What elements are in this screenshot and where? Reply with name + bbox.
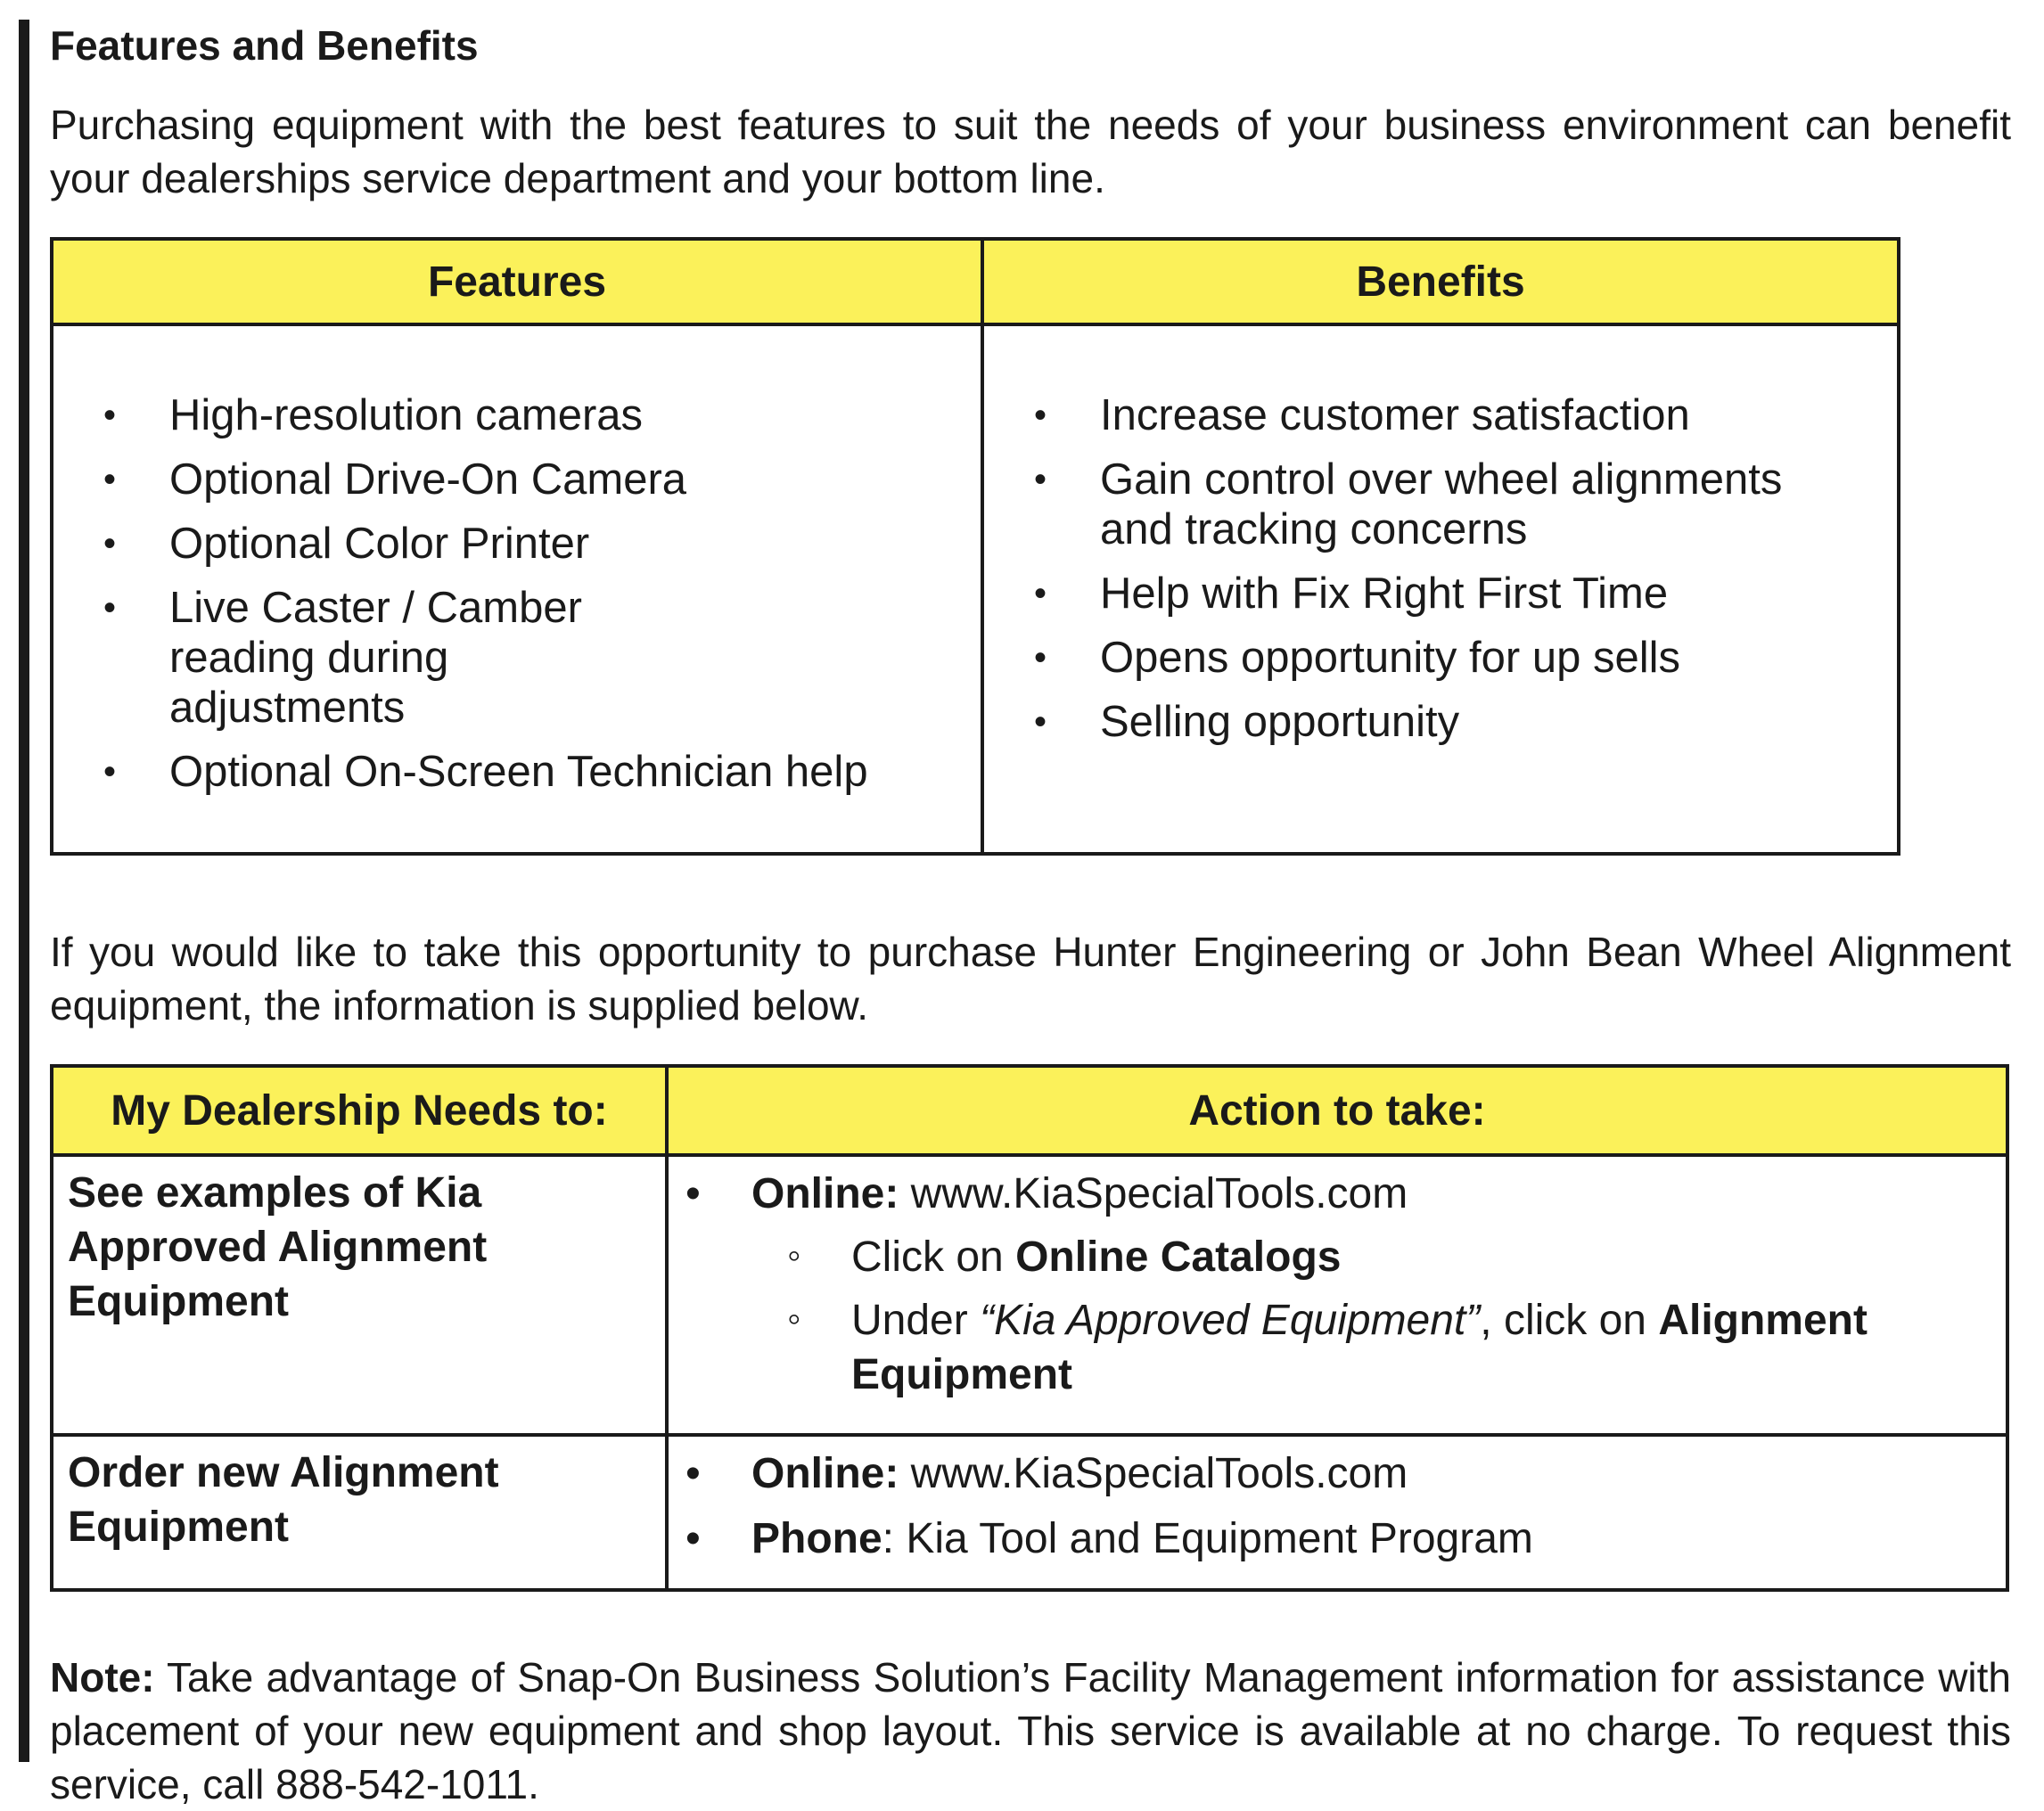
- note-label: Note:: [50, 1654, 155, 1700]
- sub-steps-list: [751, 1230, 1978, 1402]
- kia-approved-equipment-text: “Kia Approved Equipment”: [980, 1297, 1481, 1344]
- note-paragraph: [50, 1651, 2011, 1811]
- need-cell: Order new Alignment Equipment: [52, 1435, 667, 1590]
- feature-item: • Optional Color Printer: [53, 519, 981, 569]
- action-header: Action to take:: [667, 1066, 2007, 1155]
- table-row: [52, 1435, 2007, 1590]
- phone-text: : Kia Tool and Equipment Program: [882, 1515, 1533, 1562]
- benefits-cell: [982, 324, 1899, 854]
- action-item-phone: [669, 1512, 2005, 1566]
- note-text: Take advantage of Snap-On Business Solution’s Facility Management information for assistance with placement of your new equipment and shop layout. This service is available at no charge. To request this service, call 888-542-1011.: [50, 1654, 2011, 1807]
- online-url-link[interactable]: www.KiaSpecialTools.com: [899, 1170, 1408, 1217]
- benefits-list: [984, 390, 1897, 747]
- action-cell: [667, 1435, 2007, 1590]
- features-benefits-table: [50, 237, 1900, 856]
- intro-paragraph: Purchasing equipment with the best features to suit the needs of your business environment can benefit your dealerships service department and your bottom line.: [50, 102, 2011, 201]
- online-catalogs-link[interactable]: Online Catalogs: [1015, 1233, 1342, 1281]
- benefit-item: • Selling opportunity: [984, 697, 1897, 747]
- features-header: Features: [52, 239, 982, 324]
- feature-item: • High-resolution cameras: [53, 390, 981, 440]
- benefits-header: Benefits: [982, 239, 1899, 324]
- online-url-link[interactable]: www.KiaSpecialTools.com: [899, 1450, 1408, 1497]
- document-content: [50, 18, 2011, 1811]
- purchase-paragraph: If you would like to take this opportunity to purchase Hunter Engineering or John Bean Wheel Alignment equipment, the information is supplied below.: [50, 929, 2011, 1028]
- action-table: [50, 1064, 2009, 1592]
- action-list: [669, 1158, 2005, 1402]
- action-list: [669, 1438, 2005, 1566]
- sub-step-item: [751, 1293, 1978, 1402]
- benefit-item: • Help with Fix Right First Time: [984, 569, 1897, 619]
- benefit-item: • Gain control over wheel alignments and tracking concerns: [984, 455, 1897, 554]
- features-cell: [52, 324, 982, 854]
- needs-header: My Dealership Needs to:: [52, 1066, 667, 1155]
- action-item-online: [669, 1167, 2005, 1402]
- action-item-online: [669, 1446, 2005, 1501]
- need-cell: See examples of Kia Approved Alignment Equipment: [52, 1155, 667, 1435]
- online-label: Online:: [751, 1170, 899, 1217]
- online-label: Online:: [751, 1450, 899, 1497]
- feature-item: • Live Caster / Camber reading during adjustments: [53, 583, 981, 733]
- sub-step-text: Under: [851, 1297, 981, 1344]
- sub-step-item: [751, 1230, 1978, 1284]
- features-list: [53, 390, 981, 797]
- action-cell: [667, 1155, 2007, 1435]
- margin-change-bar: [19, 20, 29, 1762]
- benefit-item: • Opens opportunity for up sells: [984, 633, 1897, 683]
- benefit-item: • Increase customer satisfaction: [984, 390, 1897, 440]
- table-row: [52, 1155, 2007, 1435]
- feature-item: • Optional On-Screen Technician help: [53, 747, 981, 797]
- sub-step-text: , click on: [1480, 1297, 1659, 1344]
- section-title: Features and Benefits: [50, 22, 479, 69]
- feature-item: • Optional Drive-On Camera: [53, 455, 981, 504]
- sub-step-text: Click on: [851, 1233, 1016, 1281]
- phone-label: Phone: [751, 1515, 882, 1562]
- alignment-equipment-link[interactable]: Alignment Equipment: [851, 1297, 1868, 1398]
